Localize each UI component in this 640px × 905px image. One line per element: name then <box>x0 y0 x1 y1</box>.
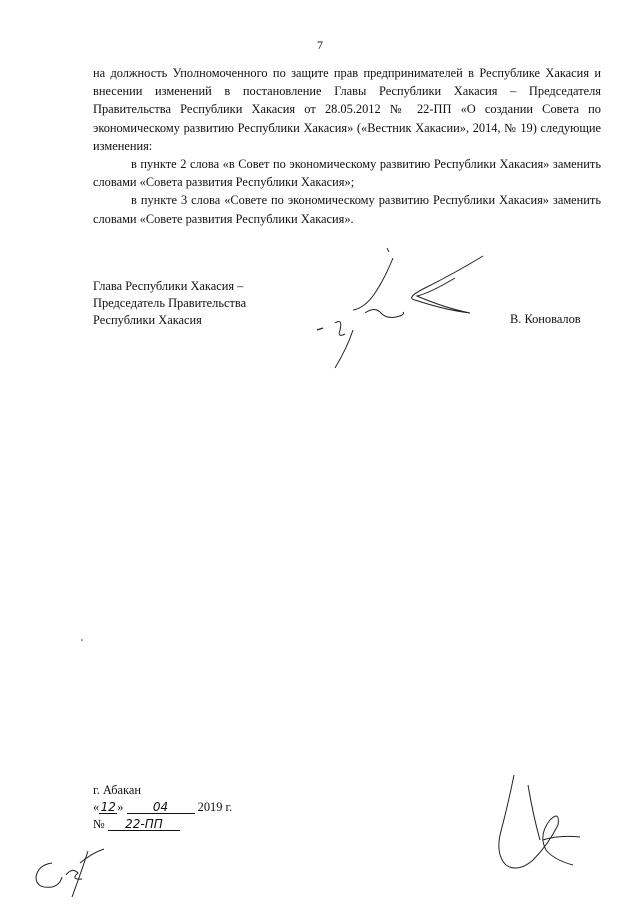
number-line: № 22-ПП <box>93 816 232 833</box>
signatory-title <box>93 278 246 329</box>
body-text <box>93 64 601 228</box>
date-day: 12 <box>100 800 116 814</box>
paragraph-3: в пункте 3 слова «Совете по экономическому развитию Республики Хакасия» заменить словами «Совете развития Республики Хакасия». <box>93 193 601 226</box>
stray-mark <box>80 638 84 642</box>
initials-signature-left <box>30 845 120 905</box>
document-footer <box>93 782 232 833</box>
date-line: «12» 04 2019 г. <box>93 800 233 814</box>
handwritten-signature <box>305 238 505 378</box>
signatory-line-1: Глава Республики Хакасия – <box>93 279 244 293</box>
city-label: г. Абакан <box>93 783 141 797</box>
visa-signature-right <box>488 765 598 885</box>
signatory-line-3: Республики Хакасия <box>93 313 202 327</box>
date-month: 04 <box>127 801 195 814</box>
date-year: 2019 г. <box>197 800 233 814</box>
paragraph-1: на должность Уполномоченного по защите прав предпринимателей в Республике Хакасия и внесении изменений в постановление Главы Республики Хакасия – Председателя Правительства Республики Хакасия от 28.05.2012 № 22-ПП «О создании Совета по экономическому развитию Республики Хакасия» («Вестник Хакасии», 2014, № 19) следующие изменения: <box>93 66 601 153</box>
page-number: 7 <box>317 38 323 52</box>
document-number: 22-ПП <box>108 818 180 831</box>
signatory-line-2: Председатель Правительства <box>93 296 247 310</box>
paragraph-2: в пункте 2 слова «в Совет по экономическому развитию Республики Хакасия» заменить словами «Совета развития Республики Хакасия»; <box>93 157 601 190</box>
signatory-name: В. Коновалов <box>510 312 581 326</box>
